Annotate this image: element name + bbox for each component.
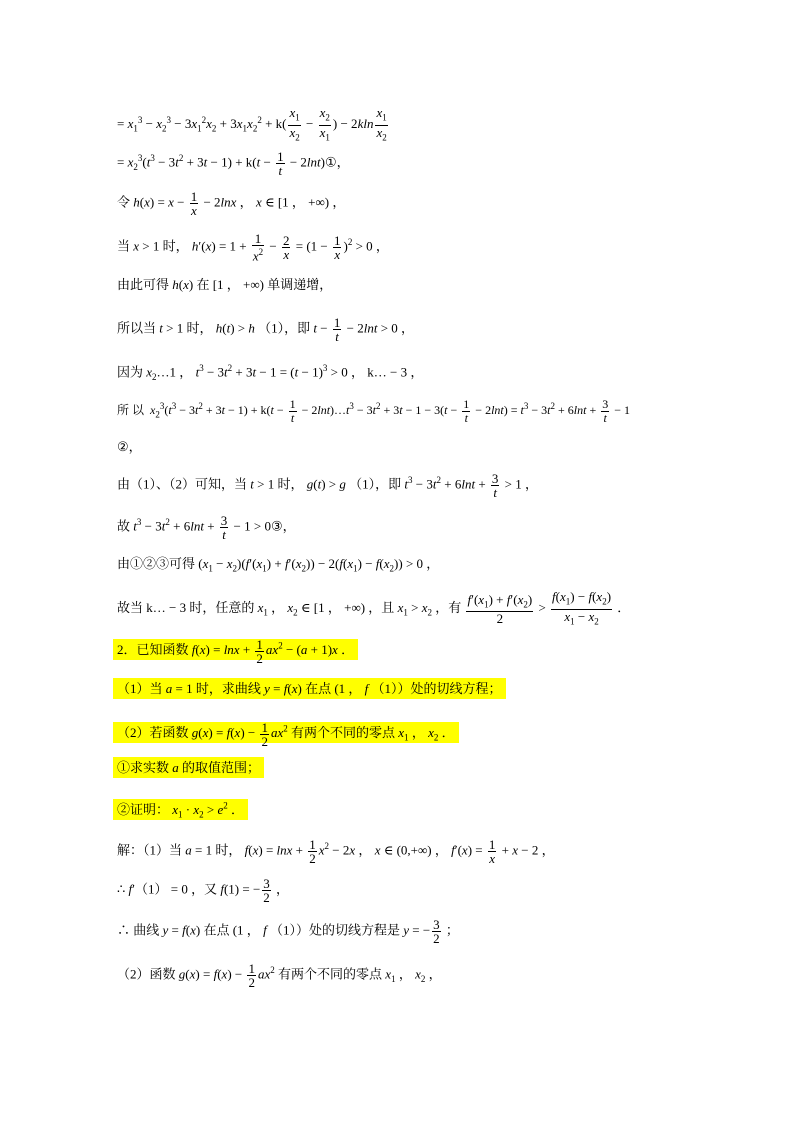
problem-2-subpart-2: ②证明： $x_1 \cdot x_2 > e^2$ ． bbox=[117, 796, 248, 825]
proof-line-12: 由①②③可得 $(x_1 - x_2)(f'(x_1) + f'(x_2)) - 2(f(x_1) - f(x_2)) > 0$ ， bbox=[117, 556, 440, 574]
proof-line-11: 故 $t^3 - 3t^2 + 6\ln t$ + $\frac{3}{t}$ − 1 > 0③， bbox=[117, 512, 296, 542]
proof-line-10: 由（1）、（2）可知，当 t > 1 时， g(t) > g （1），即 $t^3 - 3t^2 + 6\ln t$ + $\frac{3}{t}$ > 1 ， bbox=[117, 470, 538, 500]
problem-2-title: 2．已知函数 f(x) = lnx + $\frac{1}{2}$ $ax^2 - (a + 1)x$ ． bbox=[117, 636, 358, 665]
solution-line-1: 解：（1）当 a = 1 时， f(x) = lnx + $\frac{1}{2}$ $x^2 - 2x$ ， x ∈ (0,+∞) ， f′(x) = $\frac{1}{x}$ + x − 2 ， bbox=[117, 836, 555, 866]
proof-line-3: 令 h(x) = x − $\frac{1}{x}$ − 2lnx ， x ∈ [1 ， +∞) ， bbox=[117, 189, 346, 218]
problem-2-part-1: （1）当 a = 1 时，求曲线 y = f(x) 在点 (1 ， f （1））处的切线方程； bbox=[117, 679, 506, 699]
proof-line-4: 当 x > 1 时， h′(x) = 1 + $\frac{1}{x^2}$ − $\frac{2}{x}$ = (1 − $\frac{1}{x}$ )$^2$ > 0 ， bbox=[117, 231, 389, 264]
proof-line-8: 所 以 $x_2^3(t^3 - 3t^2 + 3t - 1) + k(t$ − $\frac{1}{t}$ − $2\ln t)\dots t^3 - 3t^2 + 3t - 1 - 3(t$ − $\frac{1}{t}$ − $2\ln t) = t^3 - 3t^2 + 6\ln t$ + $\frac{3}{t}$ − 1 bbox=[117, 396, 630, 425]
solution-line-4: （2）函数 g(x) = f(x) − $\frac{1}{2}$ $ax^2$ 有两个不同的零点 $x_1$ ， $x_2$ ， bbox=[117, 960, 442, 990]
problem-2-part-2: （2）若函数 g(x) = f(x) − $\frac{1}{2}$ $ax^2$ 有两个不同的零点 $x_1$ ， $x_2$ ． bbox=[117, 719, 459, 748]
proof-line-5: 由此可得 h(x) 在 [1 ， +∞) 单调递增， bbox=[117, 277, 333, 292]
proof-line-9 bbox=[117, 437, 142, 457]
proof-line-13: 故当 k… − 3 时，任意的 $x_1$ ， $x_2$ ∈ [1 ， +∞) ，且 $x_1 > x_2$ ，有 $\frac{f'(x_1) + f'(x_2)}{2}$ > $\frac{f(x_1) - f(x_2)}{x_1 - x_2}$ ． bbox=[117, 589, 631, 627]
proof-line-2: = $x_2^3(t^3 - 3t^2 + 3t - 1) + k(t$ − $\frac{1}{t}$ − 2lnt)①， bbox=[117, 148, 350, 178]
solution-line-3: ∴ 曲线 y = f(x) 在点 (1 ， f （1））处的切线方程是 y = − $\frac{3}{2}$ ； bbox=[117, 917, 459, 946]
problem-2-subpart-1: ①求实数 a 的取值范围； bbox=[117, 758, 264, 778]
proof-line-9-text: ②， bbox=[117, 439, 142, 454]
solution-line-2: ∴ f′（1） = 0 ，又 f(1) = − $\frac{3}{2}$ ， bbox=[117, 876, 290, 905]
proof-line-7: 因为 $x_2\dots 1$ ， $t^3 - 3t^2 + 3t - 1 = (t - 1)^3 > 0$ ， k… − 3 ， bbox=[117, 363, 424, 382]
proof-line-6: 所以当 t > 1 时， h(t) > h （1），即 t − $\frac{1}{t}$ − 2lnt > 0 ， bbox=[117, 315, 415, 344]
proof-line-1: = $x_1^3 - x_2^3 - 3x_1^2x_2 + 3x_1x_2^2 + k$( $\frac{x_1}{x_2}$ − $\frac{x_2}{x_1}$ ) − 2kln $\frac{x_1}{x_2}$ bbox=[117, 105, 387, 143]
